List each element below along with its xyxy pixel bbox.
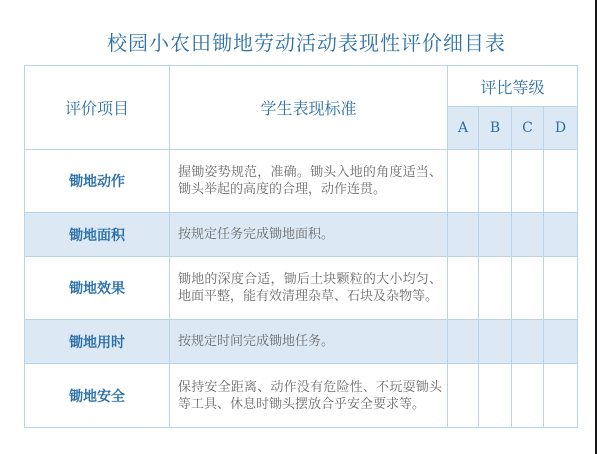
header-standard: 学生表现标准: [170, 66, 448, 150]
grade-cell: [512, 213, 544, 257]
row-item: 锄地效果: [25, 257, 170, 320]
evaluation-table: [24, 65, 578, 428]
grade-cell: [448, 150, 479, 213]
grade-cell: [448, 320, 479, 364]
grade-cell: [544, 257, 578, 320]
page-title: 校园小农田锄地劳动活动表现性评价细目表: [107, 31, 506, 55]
grade-cell: [479, 257, 512, 320]
grade-cell: [512, 364, 544, 428]
grade-a: A: [448, 107, 479, 150]
grade-cell: [448, 257, 479, 320]
grade-cell: [479, 213, 512, 257]
page-edge-divider: [595, 0, 597, 454]
table-row: [25, 364, 578, 428]
row-standard: 保持安全距离、动作没有危险性、不玩耍锄头等工具、休息时锄头摆放合乎安全要求等。: [170, 364, 448, 428]
grade-cell: [544, 364, 578, 428]
grade-cell: [544, 213, 578, 257]
grade-cell: [448, 364, 479, 428]
table-row: [25, 257, 578, 320]
grade-d: D: [544, 107, 578, 150]
grade-cell: [479, 320, 512, 364]
grade-cell: [479, 150, 512, 213]
row-standard: 锄地的深度合适，锄后土块颗粒的大小均匀、地面平整，能有效清理杂草、石块及杂物等。: [170, 257, 448, 320]
row-item: 锄地动作: [25, 150, 170, 213]
header-item: 评价项目: [25, 66, 170, 150]
grade-cell: [479, 364, 512, 428]
grade-b: B: [479, 107, 512, 150]
row-standard: 按规定时间完成锄地任务。: [170, 320, 448, 364]
row-item: 锄地面积: [25, 213, 170, 257]
header-rating: 评比等级: [448, 66, 578, 107]
grade-cell: [544, 320, 578, 364]
table-row: [25, 213, 578, 257]
grade-c: C: [512, 107, 544, 150]
row-standard: 握锄姿势规范，准确。锄头入地的角度适当、锄头举起的高度的合理，动作连贯。: [170, 150, 448, 213]
header-row: [25, 66, 578, 107]
grade-cell: [448, 213, 479, 257]
grade-cell: [544, 150, 578, 213]
table-row: [25, 150, 578, 213]
row-standard: 按规定任务完成锄地面积。: [170, 213, 448, 257]
table-row: [25, 320, 578, 364]
grade-cell: [512, 150, 544, 213]
grade-cell: [512, 257, 544, 320]
row-item: 锄地用时: [25, 320, 170, 364]
row-item: 锄地安全: [25, 364, 170, 428]
grade-cell: [512, 320, 544, 364]
